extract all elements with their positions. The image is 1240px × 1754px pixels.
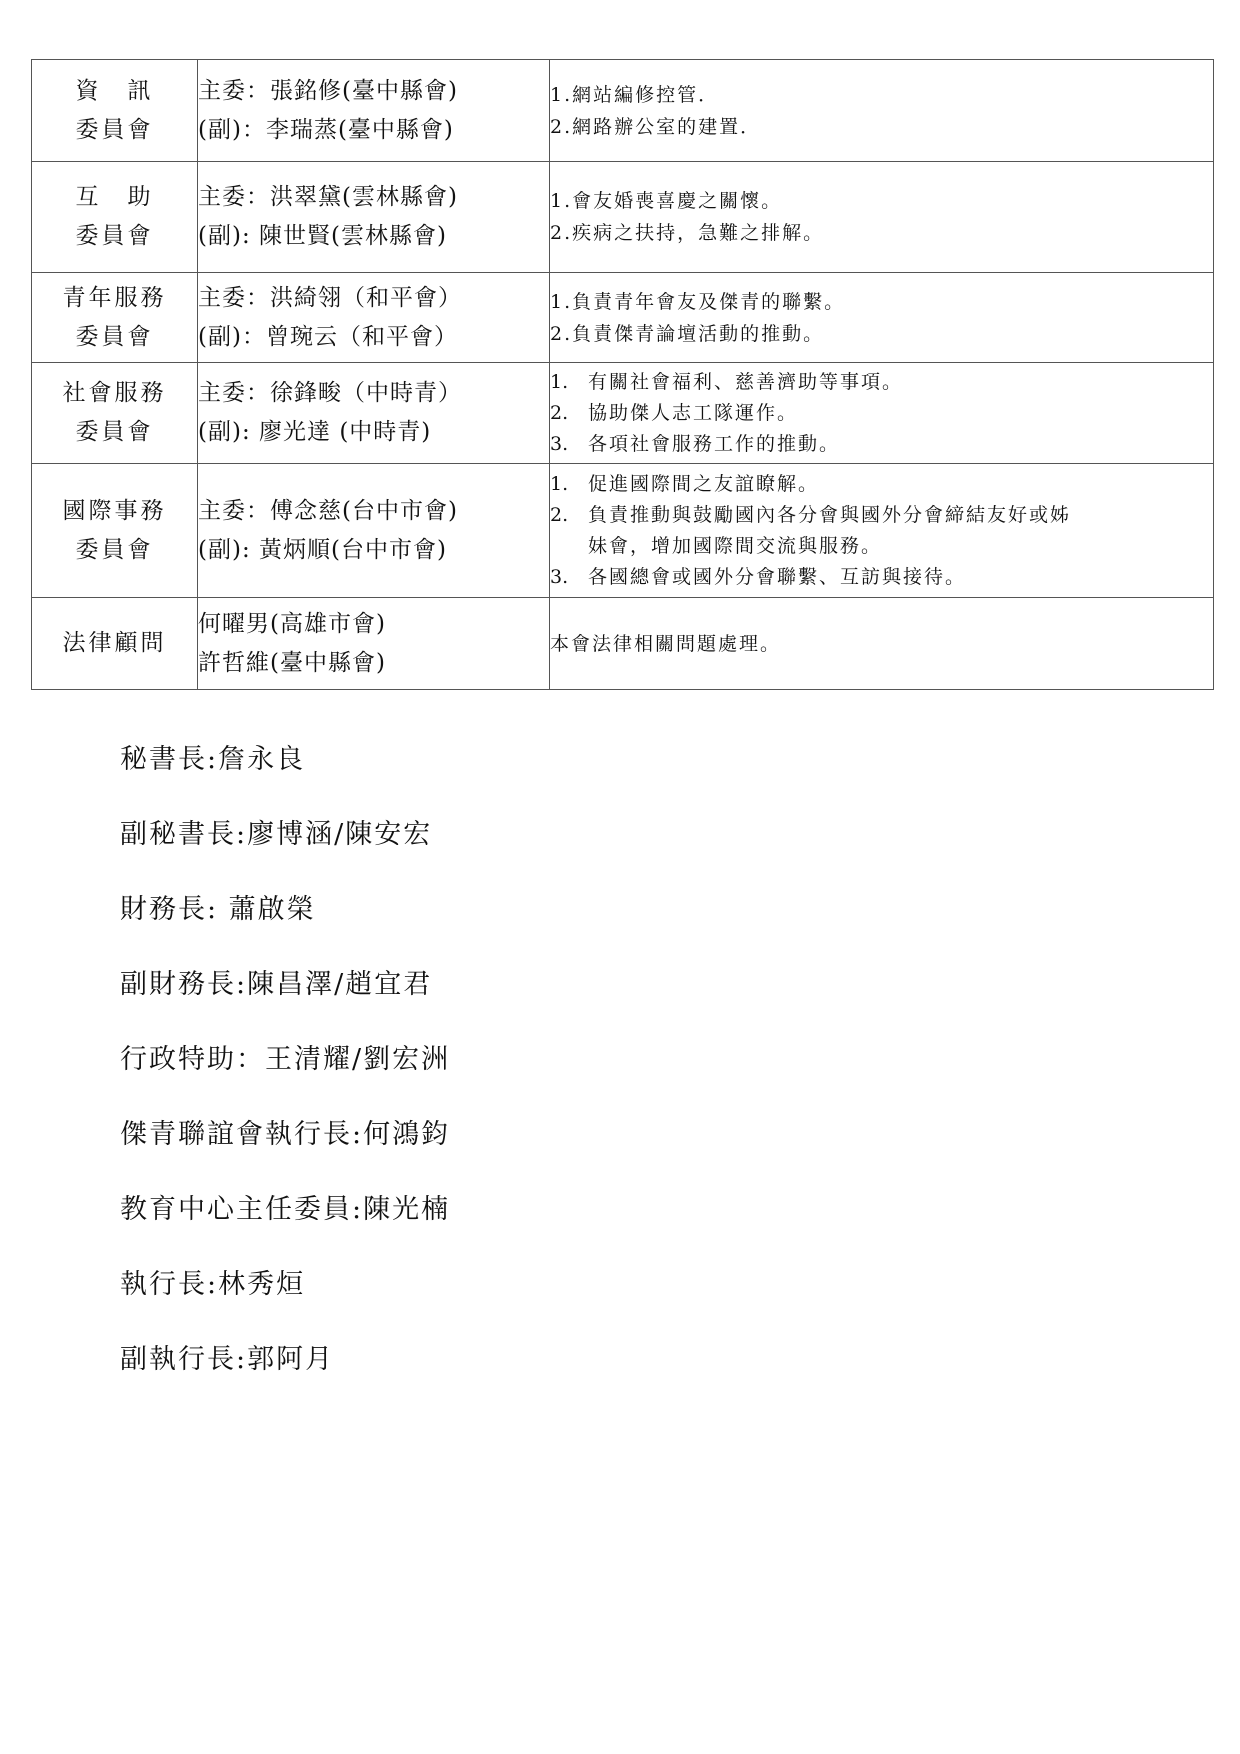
duty-text: 負責推動與鼓勵國內各分會與國外分會締結友好或姊 bbox=[588, 503, 1072, 526]
committee-duties bbox=[550, 598, 1214, 690]
committee-members bbox=[198, 162, 550, 273]
duty-item bbox=[550, 562, 1213, 593]
committee-name-line1: 資 訊 bbox=[75, 77, 154, 104]
duty-item-continuation: 妹會，增加國際間交流與服務。 bbox=[588, 534, 883, 557]
committee-name-line2: 委員會 bbox=[75, 116, 154, 143]
duty-number: 3. bbox=[550, 565, 569, 588]
staff-ceo: 執行長:林秀烜 bbox=[120, 1269, 306, 1300]
committee-name-line2: 委員會 bbox=[75, 536, 154, 563]
committee-duties bbox=[550, 273, 1214, 363]
duty-item: 2.網路辦公室的建置． bbox=[550, 115, 762, 138]
committee-members bbox=[198, 464, 550, 598]
committee-name-line2: 委員會 bbox=[75, 323, 154, 350]
duty-text: 各項社會服務工作的推動。 bbox=[588, 432, 841, 455]
duty-item: 1.網站編修控管． bbox=[550, 83, 720, 106]
duty-text: 協助傑人志工隊運作。 bbox=[588, 401, 799, 424]
committee-duties bbox=[550, 162, 1214, 273]
committee-row-mutual-aid bbox=[32, 162, 1214, 273]
committee-name bbox=[32, 598, 198, 690]
committee-row-international-affairs bbox=[32, 464, 1214, 598]
duty-item: 2.負責傑青論壇活動的推動。 bbox=[550, 322, 825, 345]
duty-number: 1. bbox=[550, 370, 569, 393]
committee-table bbox=[31, 59, 1214, 690]
duty-number: 2. bbox=[550, 503, 569, 526]
committee-name-line1: 國際事務 bbox=[62, 497, 167, 524]
staff-secretary-general: 秘書長:詹永良 bbox=[120, 744, 306, 775]
staff-alumni-ceo: 傑青聯誼會執行長:何鴻鈞 bbox=[120, 1119, 451, 1150]
duty-item bbox=[550, 398, 1213, 429]
committee-vice: (副): 黃炳順(台中市會) bbox=[198, 536, 447, 563]
legal-advisor: 許哲維(臺中縣會) bbox=[198, 649, 386, 676]
committee-chair: 主委：徐鋒畯（中時青） bbox=[198, 380, 462, 406]
duty-item: 1.負責青年會友及傑青的聯繫。 bbox=[550, 290, 846, 313]
committee-vice: (副): 廖光達 (中時青) bbox=[198, 419, 432, 445]
committee-row-information bbox=[32, 60, 1214, 162]
committee-vice: (副)：李瑞蒸(臺中縣會) bbox=[198, 116, 454, 143]
committee-members bbox=[198, 598, 550, 690]
duty-item bbox=[550, 367, 1213, 398]
committee-duties bbox=[550, 464, 1214, 598]
duty-item: 2.疾病之扶持，急難之排解。 bbox=[550, 222, 825, 244]
committee-duties bbox=[550, 60, 1214, 162]
committee-chair: 主委：張銘修(臺中縣會) bbox=[198, 77, 458, 104]
committee-members bbox=[198, 60, 550, 162]
duty-item bbox=[550, 469, 1213, 500]
committee-duties bbox=[550, 363, 1214, 464]
committee-name bbox=[32, 363, 198, 464]
committee-members bbox=[198, 363, 550, 464]
duty-text: 有關社會福利、慈善濟助等事項。 bbox=[588, 370, 904, 393]
committee-chair: 主委：傅念慈(台中市會) bbox=[198, 497, 458, 524]
duty-item: 1.會友婚喪喜慶之關懷。 bbox=[550, 190, 783, 212]
committee-name-line1: 法律顧問 bbox=[62, 630, 167, 656]
staff-deputy-ceo: 副執行長:郭阿月 bbox=[120, 1344, 335, 1375]
committee-row-legal-advisors bbox=[32, 598, 1214, 690]
committee-vice: (副): 陳世賢(雲林縣會) bbox=[198, 223, 447, 249]
duty-number: 2. bbox=[550, 401, 569, 424]
committee-name bbox=[32, 162, 198, 273]
committee-name-line1: 互 助 bbox=[75, 184, 154, 210]
staff-deputy-secretary-general: 副秘書長:廖博涵/陳安宏 bbox=[120, 819, 433, 850]
legal-advisor: 何曜男(高雄市會) bbox=[198, 610, 386, 637]
committee-members bbox=[198, 273, 550, 363]
duty-text: 促進國際間之友誼瞭解。 bbox=[588, 472, 820, 495]
duty-item bbox=[550, 500, 1213, 531]
committee-name-line2: 委員會 bbox=[75, 223, 154, 249]
committee-name-line1: 社會服務 bbox=[62, 380, 167, 406]
duty-number: 3. bbox=[550, 432, 569, 455]
committee-row-social-service bbox=[32, 363, 1214, 464]
committee-name-line2: 委員會 bbox=[75, 419, 154, 445]
staff-treasurer: 財務長: 蕭啟榮 bbox=[120, 894, 316, 925]
committee-name bbox=[32, 60, 198, 162]
duty-item bbox=[550, 429, 1213, 460]
committee-name bbox=[32, 464, 198, 598]
staff-executive-assistant: 行政特助：王清耀/劉宏洲 bbox=[120, 1044, 451, 1075]
committee-chair: 主委：洪綺翎（和平會） bbox=[198, 284, 462, 311]
duty-number: 1. bbox=[550, 472, 569, 495]
committee-name bbox=[32, 273, 198, 363]
committee-chair: 主委：洪翠黛(雲林縣會) bbox=[198, 184, 458, 210]
duty-item: 本會法律相關問題處理。 bbox=[550, 632, 782, 655]
committee-name-line1: 青年服務 bbox=[62, 284, 167, 311]
staff-education-director: 教育中心主任委員:陳光楠 bbox=[120, 1194, 451, 1225]
staff-list bbox=[120, 740, 450, 1415]
duty-text: 各國總會或國外分會聯繫、互訪與接待。 bbox=[588, 565, 967, 588]
committee-vice: (副)：曾琬云（和平會） bbox=[198, 323, 458, 350]
staff-deputy-treasurer: 副財務長:陳昌澤/趙宜君 bbox=[120, 969, 433, 1000]
committee-row-youth-service bbox=[32, 273, 1214, 363]
